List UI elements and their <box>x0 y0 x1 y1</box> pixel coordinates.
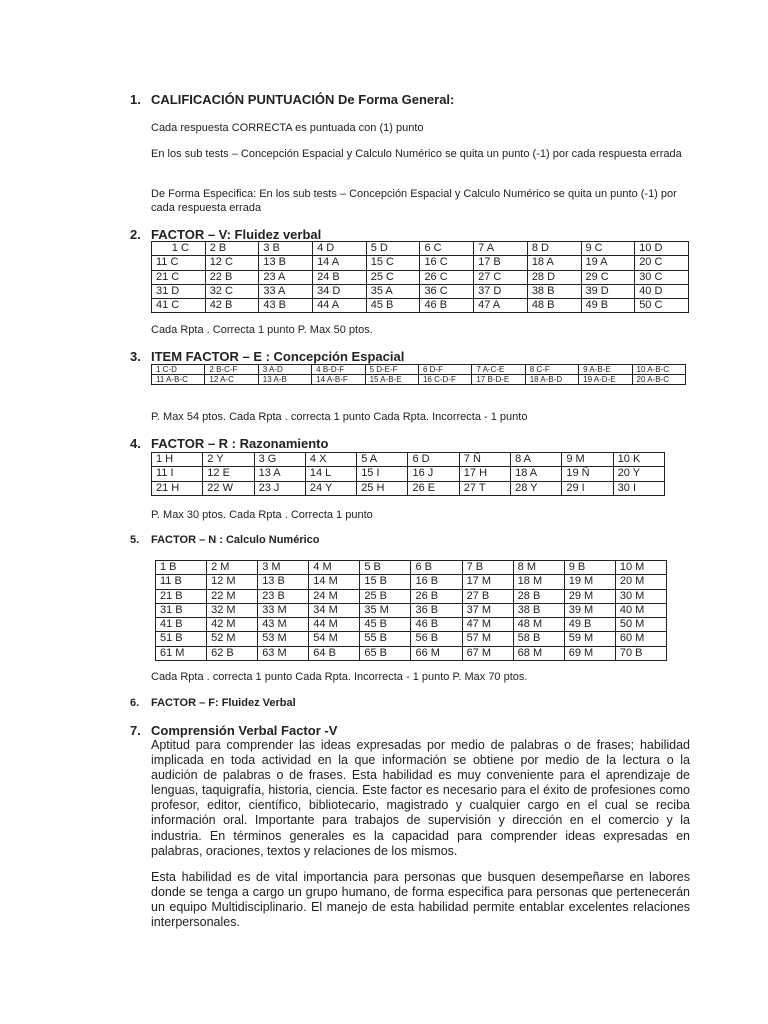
answer-cell: 32 C <box>205 284 259 298</box>
table-row <box>152 242 689 256</box>
answer-cell: 13 B <box>258 575 309 589</box>
answer-cell: 49 B <box>564 618 615 632</box>
answer-cell: 17 B-D-E <box>472 375 525 385</box>
answer-cell: 43 B <box>259 299 313 313</box>
answer-cell: 7 Ñ <box>459 453 510 467</box>
answer-cell: 26 C <box>420 270 474 284</box>
factor-e-answer-table <box>151 364 686 385</box>
answer-cell: 51 B <box>156 632 207 646</box>
section-5-title: FACTOR – N : Calculo Numérico <box>151 534 320 546</box>
answer-cell: 46 B <box>420 299 474 313</box>
section-7-number: 7. <box>130 723 141 738</box>
table-row <box>152 270 689 284</box>
section-2-number: 2. <box>130 227 141 242</box>
answer-cell: 3 M <box>258 561 309 575</box>
answer-cell: 20 Y <box>613 467 664 481</box>
answer-cell: 13 B <box>259 256 313 270</box>
answer-cell: 25 H <box>357 481 408 495</box>
answer-cell: 14 A-B-F <box>312 375 365 385</box>
table-row <box>156 632 667 646</box>
section-4-number: 4. <box>130 436 141 451</box>
answer-cell: 29 I <box>562 481 613 495</box>
section-7-heading <box>130 723 338 738</box>
section-7-paragraph-1: Aptitud para comprender las ideas expresadas por medio de palabras o de frases; habilidad implicada en toda actividad en la que información se obtiene por medio de la lectura o la audición de palabras o de frases. Esta habilidad es muy conveniente para el aprendizaje de lenguas, taquigrafía, historia, ciencia. Este factor es necesario para el éxito de profesiones como profesor, editor, científico, bibliotecario, magistrado y cualquier cargo en el cual se reciba información oral. Importante para trabajos de supervisión y dirección en el comercio y la industria. En términos generales es la capacidad para comprender ideas expresadas en palabras, oraciones, textos y relaciones de los mismos. <box>151 738 690 858</box>
answer-cell: 30 C <box>635 270 689 284</box>
answer-cell: 25 C <box>366 270 420 284</box>
answer-cell: 34 D <box>313 284 367 298</box>
table-row <box>152 299 689 313</box>
answer-cell: 9 C <box>581 242 635 256</box>
answer-cell: 1 B <box>156 561 207 575</box>
answer-cell: 27 B <box>462 589 513 603</box>
answer-cell: 11 B <box>156 575 207 589</box>
answer-cell: 28 D <box>527 270 581 284</box>
answer-cell: 14 A <box>313 256 367 270</box>
answer-cell: 40 M <box>615 603 666 617</box>
answer-cell: 52 M <box>207 632 258 646</box>
answer-cell: 28 Y <box>511 481 562 495</box>
section-4-note: P. Max 30 ptos. Cada Rpta . Correcta 1 punto <box>151 509 373 521</box>
answer-cell: 22 W <box>203 481 254 495</box>
answer-cell: 20 M <box>615 575 666 589</box>
answer-cell: 15 I <box>357 467 408 481</box>
answer-cell: 65 B <box>360 646 411 660</box>
answer-cell: 7 B <box>462 561 513 575</box>
answer-cell: 45 B <box>360 618 411 632</box>
table-row <box>156 618 667 632</box>
section-2-heading <box>130 227 322 242</box>
section-5-number: 5. <box>130 534 140 546</box>
answer-cell: 3 A-D <box>258 365 311 375</box>
answer-cell: 11 C <box>152 256 206 270</box>
section-2-note: Cada Rpta . Correcta 1 punto P. Max 50 ptos. <box>151 324 373 336</box>
answer-cell: 9 B <box>564 561 615 575</box>
answer-cell: 38 B <box>513 603 564 617</box>
answer-cell: 21 C <box>152 270 206 284</box>
answer-cell: 4 B-D-F <box>312 365 365 375</box>
answer-cell: 16 B <box>411 575 462 589</box>
table-row <box>152 467 665 481</box>
section-1-paragraph-2: En los sub tests – Concepción Espacial y Calculo Numérico se quita un punto (-1) por cada respuesta errada <box>151 148 682 160</box>
answer-cell: 9 A-B-E <box>579 365 632 375</box>
answer-cell: 33 A <box>259 284 313 298</box>
answer-cell: 27 T <box>459 481 510 495</box>
answer-cell: 8 C-F <box>525 365 578 375</box>
section-3-title: ITEM FACTOR – E : Concepción Espacial <box>151 349 405 364</box>
answer-cell: 11 A-B-C <box>152 375 205 385</box>
answer-cell: 64 B <box>309 646 360 660</box>
answer-cell: 24 B <box>313 270 367 284</box>
section-1-paragraph-3: De Forma Especifica: En los sub tests – Concepción Espacial y Calculo Numérico se quita un punto (-1) por cada respuesta errada <box>151 188 677 214</box>
answer-cell: 31 B <box>156 603 207 617</box>
answer-cell: 16 J <box>408 467 459 481</box>
answer-cell: 6 C <box>420 242 474 256</box>
answer-cell: 63 M <box>258 646 309 660</box>
answer-cell: 16 C <box>420 256 474 270</box>
answer-cell: 44 A <box>313 299 367 313</box>
answer-cell: 5 B <box>360 561 411 575</box>
answer-cell: 2 B <box>205 242 259 256</box>
answer-cell: 17 M <box>462 575 513 589</box>
factor-n-answer-table <box>155 560 667 661</box>
table-row <box>152 375 686 385</box>
answer-cell: 18 M <box>513 575 564 589</box>
answer-cell: 33 M <box>258 603 309 617</box>
answer-cell: 5 D-E-F <box>365 365 418 375</box>
answer-cell: 36 C <box>420 284 474 298</box>
answer-cell: 23 J <box>254 481 305 495</box>
answer-cell: 56 B <box>411 632 462 646</box>
section-4-heading <box>130 436 329 451</box>
table-row <box>156 575 667 589</box>
answer-cell: 44 M <box>309 618 360 632</box>
answer-cell: 21 H <box>152 481 203 495</box>
section-3-number: 3. <box>130 349 141 364</box>
answer-cell: 21 B <box>156 589 207 603</box>
section-5-heading <box>130 534 320 546</box>
answer-cell: 57 M <box>462 632 513 646</box>
section-6-title: FACTOR – F: Fluidez Verbal <box>151 697 296 709</box>
answer-cell: 1 C-D <box>152 365 205 375</box>
answer-cell: 25 B <box>360 589 411 603</box>
answer-cell: 14 L <box>305 467 356 481</box>
answer-cell: 32 M <box>207 603 258 617</box>
table-row <box>152 453 665 467</box>
answer-cell: 69 M <box>564 646 615 660</box>
answer-cell: 40 D <box>635 284 689 298</box>
answer-cell: 42 B <box>205 299 259 313</box>
answer-cell: 5 A <box>357 453 408 467</box>
answer-cell: 35 A <box>366 284 420 298</box>
section-3-heading <box>130 349 405 364</box>
answer-cell: 31 D <box>152 284 206 298</box>
answer-cell: 23 A <box>259 270 313 284</box>
answer-cell: 2 M <box>207 561 258 575</box>
answer-cell: 30 M <box>615 589 666 603</box>
answer-cell: 29 C <box>581 270 635 284</box>
section-7-title: Comprensión Verbal Factor -V <box>151 723 338 738</box>
answer-cell: 39 D <box>581 284 635 298</box>
answer-cell: 6 D-F <box>418 365 471 375</box>
answer-cell: 1 C <box>152 242 206 256</box>
answer-cell: 46 B <box>411 618 462 632</box>
answer-cell: 6 B <box>411 561 462 575</box>
table-row <box>152 284 689 298</box>
answer-cell: 8 D <box>527 242 581 256</box>
answer-cell: 3 G <box>254 453 305 467</box>
answer-cell: 8 M <box>513 561 564 575</box>
answer-cell: 34 M <box>309 603 360 617</box>
answer-cell: 3 B <box>259 242 313 256</box>
answer-cell: 45 B <box>366 299 420 313</box>
answer-cell: 43 M <box>258 618 309 632</box>
section-6-number: 6. <box>130 697 140 709</box>
answer-cell: 19 A <box>581 256 635 270</box>
answer-cell: 38 B <box>527 284 581 298</box>
answer-cell: 55 B <box>360 632 411 646</box>
answer-cell: 22 B <box>205 270 259 284</box>
answer-cell: 5 D <box>366 242 420 256</box>
answer-cell: 15 B <box>360 575 411 589</box>
answer-cell: 10 D <box>635 242 689 256</box>
answer-cell: 26 E <box>408 481 459 495</box>
table-row <box>156 646 667 660</box>
answer-cell: 58 B <box>513 632 564 646</box>
answer-cell: 17 H <box>459 467 510 481</box>
answer-cell: 66 M <box>411 646 462 660</box>
answer-cell: 11 I <box>152 467 203 481</box>
answer-cell: 17 B <box>474 256 528 270</box>
answer-cell: 48 B <box>527 299 581 313</box>
table-row <box>152 365 686 375</box>
answer-cell: 41 C <box>152 299 206 313</box>
answer-cell: 30 I <box>613 481 664 495</box>
section-2-title: FACTOR – V: Fluidez verbal <box>151 227 322 242</box>
answer-cell: 10 A-B-C <box>632 365 685 375</box>
answer-cell: 20 A-B-C <box>632 375 685 385</box>
factor-r-answer-table <box>151 452 665 496</box>
answer-cell: 48 M <box>513 618 564 632</box>
section-3-note: P. Max 54 ptos. Cada Rpta . correcta 1 punto Cada Rpta. Incorrecta - 1 punto <box>151 411 528 423</box>
table-row <box>152 256 689 270</box>
answer-cell: 7 A <box>474 242 528 256</box>
answer-cell: 1 H <box>152 453 203 467</box>
answer-cell: 37 M <box>462 603 513 617</box>
section-4-title: FACTOR – R : Razonamiento <box>151 436 329 451</box>
table-row <box>156 603 667 617</box>
answer-cell: 12 E <box>203 467 254 481</box>
answer-cell: 15 A-B-E <box>365 375 418 385</box>
answer-cell: 7 A-C-E <box>472 365 525 375</box>
answer-cell: 6 D <box>408 453 459 467</box>
answer-cell: 53 M <box>258 632 309 646</box>
answer-cell: 18 A <box>527 256 581 270</box>
answer-cell: 20 C <box>635 256 689 270</box>
answer-cell: 4 D <box>313 242 367 256</box>
answer-cell: 10 K <box>613 453 664 467</box>
section-6-heading <box>130 697 296 709</box>
answer-cell: 12 A-C <box>205 375 258 385</box>
section-1-heading <box>130 92 455 107</box>
answer-cell: 26 B <box>411 589 462 603</box>
answer-cell: 27 C <box>474 270 528 284</box>
answer-cell: 2 Y <box>203 453 254 467</box>
table-row <box>156 589 667 603</box>
answer-cell: 61 M <box>156 646 207 660</box>
section-1-paragraph-1: Cada respuesta CORRECTA es puntuada con (1) punto <box>151 122 424 134</box>
answer-cell: 37 D <box>474 284 528 298</box>
answer-cell: 18 A <box>511 467 562 481</box>
section-1-title: CALIFICACIÓN PUNTUACIÓN De Forma General: <box>151 92 455 107</box>
answer-cell: 41 B <box>156 618 207 632</box>
answer-cell: 19 A-D-E <box>579 375 632 385</box>
answer-cell: 35 M <box>360 603 411 617</box>
answer-cell: 4 M <box>309 561 360 575</box>
answer-cell: 47 M <box>462 618 513 632</box>
section-7-paragraph-2: Esta habilidad es de vital importancia para personas que busquen desempeñarse en labores donde se tenga a cargo un grupo humano, de forma especifica para personas que pertenecerán un equipo Multidisciplinario. El manejo de esta habilidad permite entablar excelentes relaciones interpersonales. <box>151 870 690 930</box>
answer-cell: 9 M <box>562 453 613 467</box>
answer-cell: 42 M <box>207 618 258 632</box>
answer-cell: 47 A <box>474 299 528 313</box>
answer-cell: 49 B <box>581 299 635 313</box>
answer-cell: 70 B <box>615 646 666 660</box>
answer-cell: 39 M <box>564 603 615 617</box>
answer-cell: 36 B <box>411 603 462 617</box>
answer-cell: 59 M <box>564 632 615 646</box>
answer-cell: 28 B <box>513 589 564 603</box>
factor-v-answer-table <box>151 241 689 313</box>
answer-cell: 68 M <box>513 646 564 660</box>
answer-cell: 4 X <box>305 453 356 467</box>
answer-cell: 50 C <box>635 299 689 313</box>
answer-cell: 67 M <box>462 646 513 660</box>
section-1-number: 1. <box>130 92 141 107</box>
answer-cell: 2 B-C-F <box>205 365 258 375</box>
answer-cell: 10 M <box>615 561 666 575</box>
answer-cell: 13 A <box>254 467 305 481</box>
section-5-note: Cada Rpta . correcta 1 punto Cada Rpta. Incorrecta - 1 punto P. Max 70 ptos. <box>151 671 528 683</box>
answer-cell: 18 A-B-D <box>525 375 578 385</box>
answer-cell: 60 M <box>615 632 666 646</box>
answer-cell: 29 M <box>564 589 615 603</box>
answer-cell: 19 M <box>564 575 615 589</box>
answer-cell: 14 M <box>309 575 360 589</box>
answer-cell: 8 A <box>511 453 562 467</box>
table-row <box>156 561 667 575</box>
answer-cell: 22 M <box>207 589 258 603</box>
answer-cell: 23 B <box>258 589 309 603</box>
answer-cell: 24 M <box>309 589 360 603</box>
answer-cell: 16 C-D-F <box>418 375 471 385</box>
answer-cell: 15 C <box>366 256 420 270</box>
answer-cell: 54 M <box>309 632 360 646</box>
answer-cell: 24 Y <box>305 481 356 495</box>
answer-cell: 62 B <box>207 646 258 660</box>
answer-cell: 12 C <box>205 256 259 270</box>
answer-cell: 50 M <box>615 618 666 632</box>
answer-cell: 13 A-B <box>258 375 311 385</box>
table-row <box>152 481 665 495</box>
answer-cell: 19 Ñ <box>562 467 613 481</box>
answer-cell: 12 M <box>207 575 258 589</box>
